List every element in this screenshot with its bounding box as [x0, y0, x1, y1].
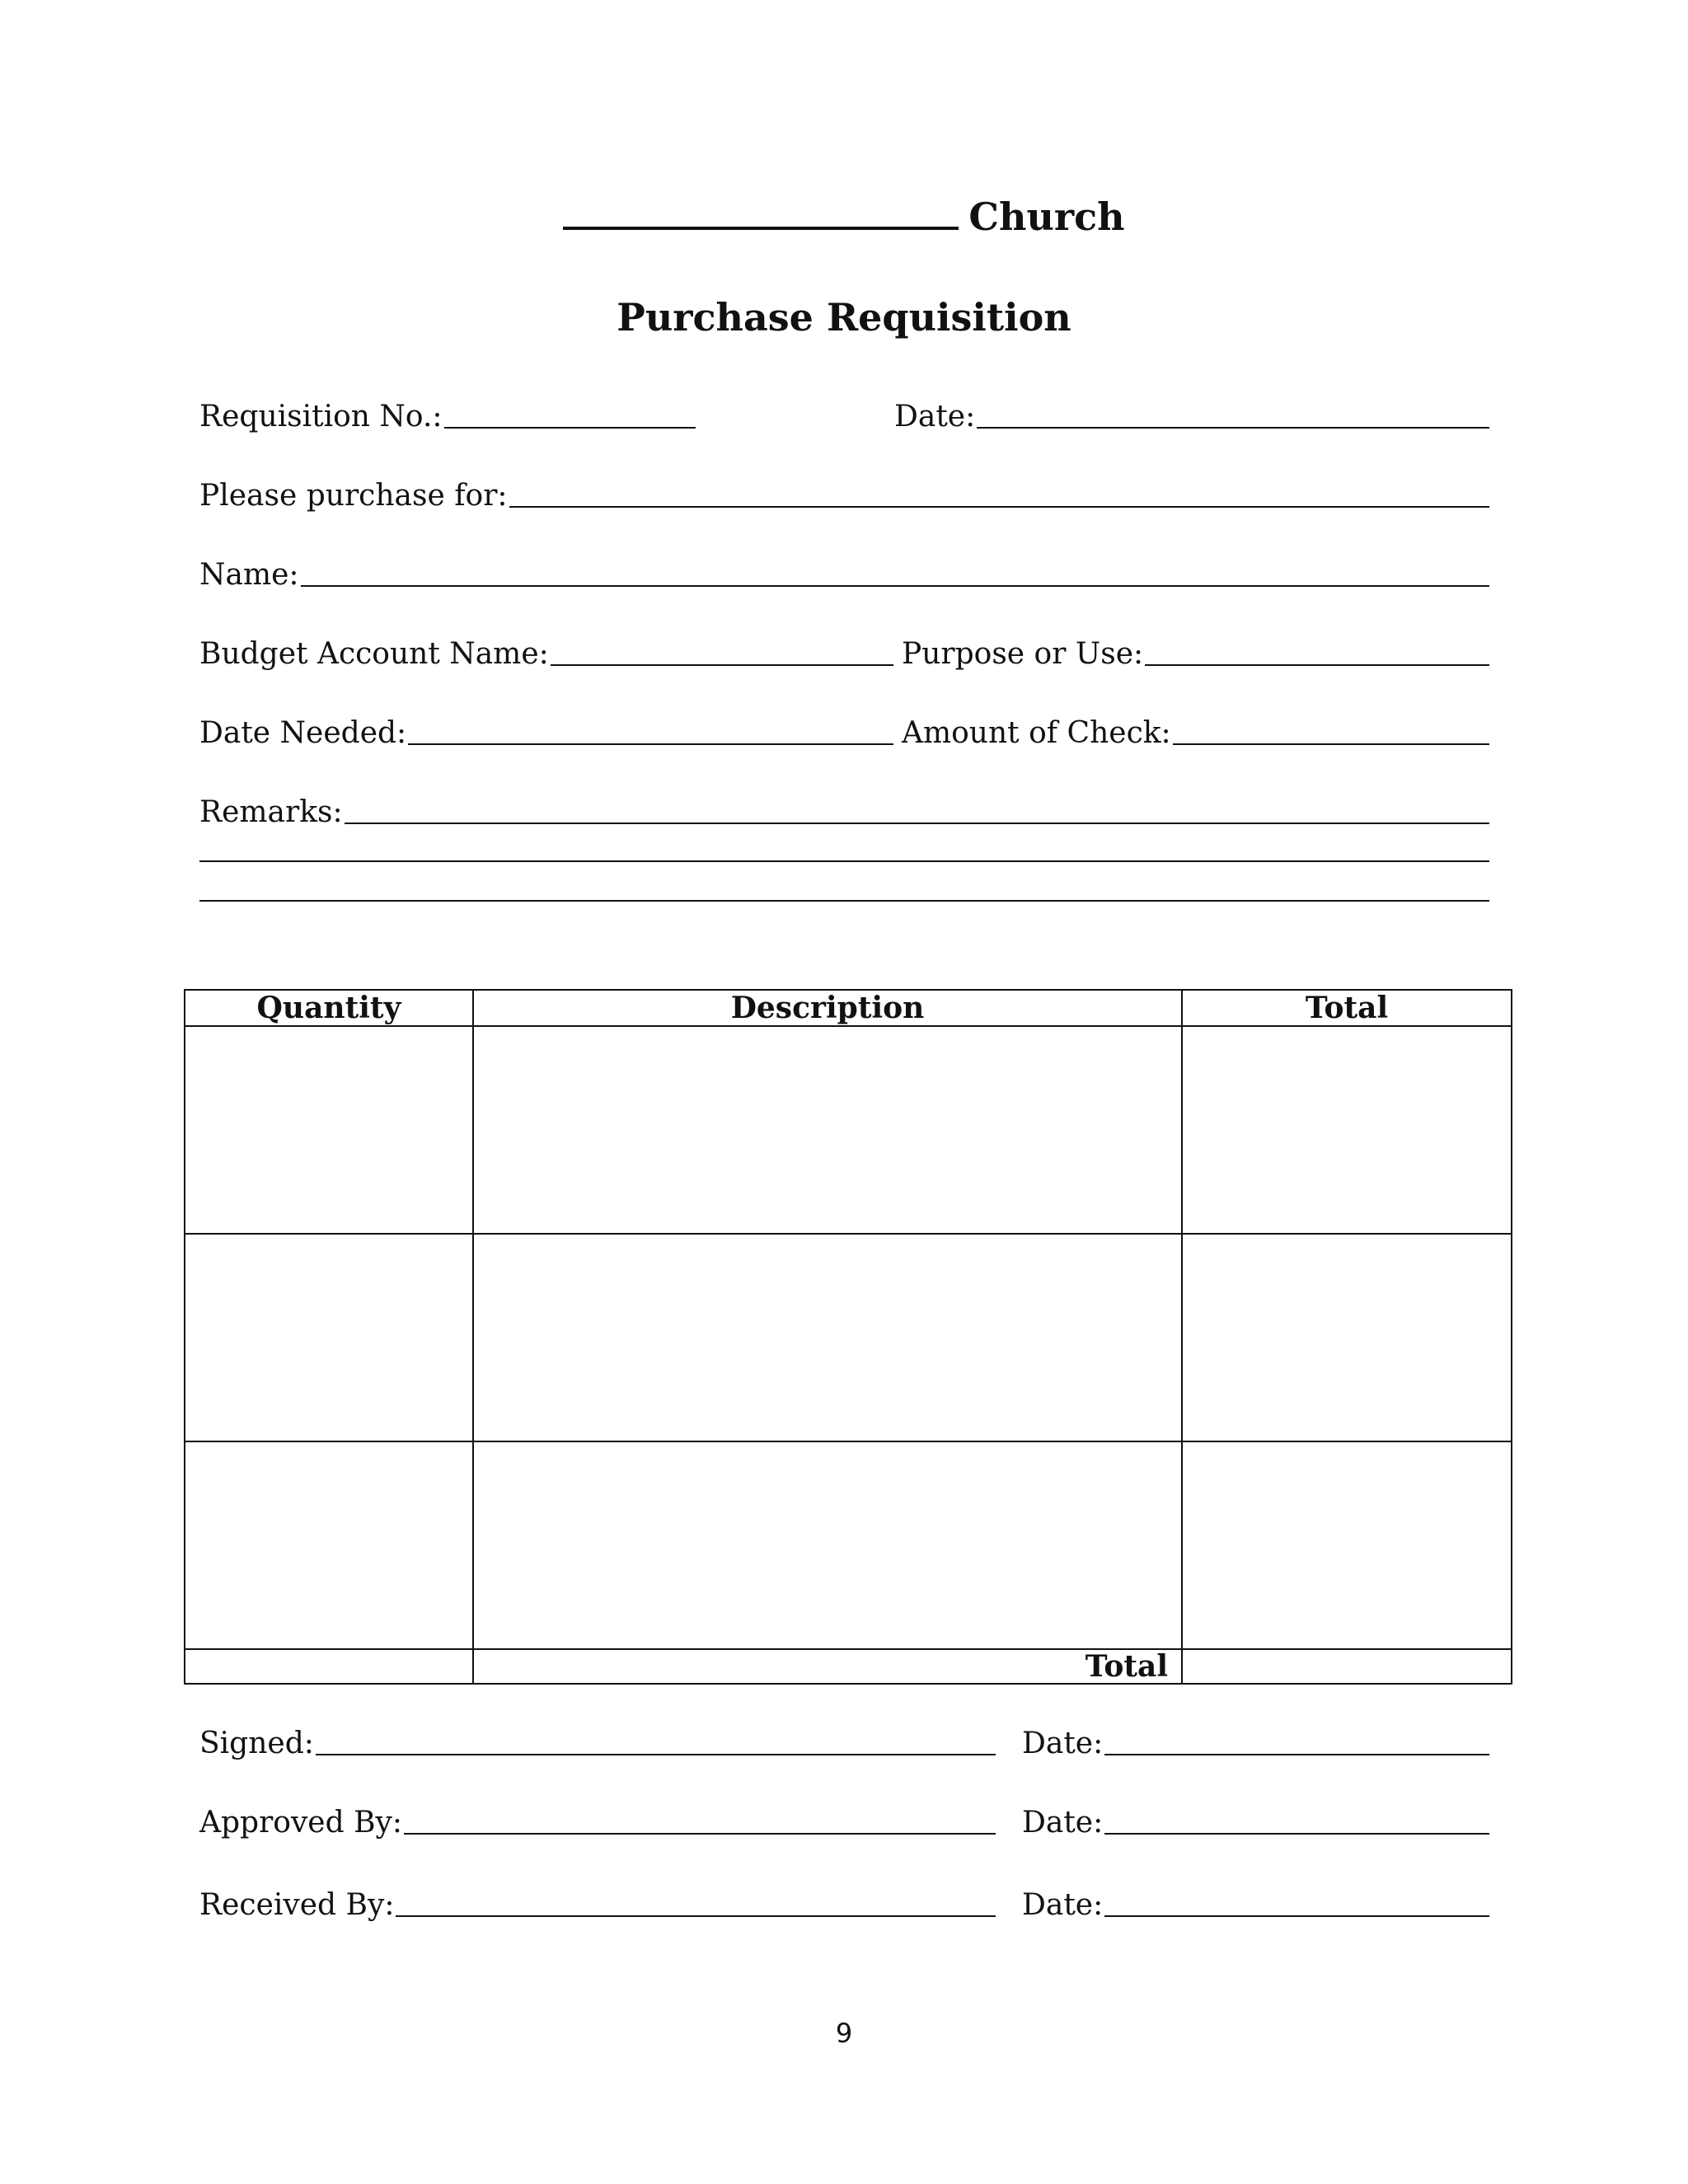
purchase-for-line [509, 505, 1489, 508]
purchase-for-label: Please purchase for: [199, 479, 508, 513]
received-by-field[interactable] [199, 1881, 996, 1922]
budget-account-label: Budget Account Name: [199, 637, 549, 671]
requisition-no-line [444, 426, 696, 429]
received-date-line [1104, 1915, 1489, 1917]
signed-date-field[interactable] [1022, 1719, 1489, 1760]
received-by-line [396, 1915, 996, 1917]
purpose-field[interactable] [902, 630, 1489, 671]
date-needed-label: Date Needed: [199, 716, 407, 750]
received-date-label: Date: [1022, 1888, 1104, 1922]
table-total-row [185, 1649, 1512, 1684]
table-row [185, 1441, 1512, 1649]
requisition-no-label: Requisition No.: [199, 400, 443, 434]
approved-by-field[interactable] [199, 1798, 996, 1840]
amount-check-field[interactable] [902, 709, 1489, 750]
approved-date-field[interactable] [1022, 1798, 1489, 1840]
total-cell[interactable] [1182, 1441, 1512, 1649]
grand-total-cell[interactable] [1182, 1649, 1512, 1684]
signed-label: Signed: [199, 1727, 314, 1760]
items-table [184, 989, 1512, 1685]
remarks-line [345, 822, 1489, 824]
name-label: Name: [199, 558, 299, 592]
total-row-blank [185, 1649, 473, 1684]
table-header-row [185, 990, 1512, 1026]
form-title: Purchase Requisition [617, 295, 1071, 340]
total-cell[interactable] [1182, 1026, 1512, 1234]
received-date-field[interactable] [1022, 1881, 1489, 1922]
date-needed-field[interactable] [199, 709, 893, 750]
quantity-cell[interactable] [185, 1441, 473, 1649]
name-field[interactable] [199, 551, 1489, 592]
quantity-cell[interactable] [185, 1234, 473, 1441]
approved-by-line [404, 1832, 996, 1835]
amount-check-label: Amount of Check: [902, 716, 1171, 750]
header-total: Total [1182, 990, 1512, 1026]
table-row [185, 1234, 1512, 1441]
purpose-label: Purpose or Use: [902, 637, 1144, 671]
signed-line [316, 1753, 996, 1755]
signed-date-line [1104, 1753, 1489, 1755]
total-row-label: Total [473, 1649, 1182, 1684]
description-cell[interactable] [473, 1441, 1182, 1649]
quantity-cell[interactable] [185, 1026, 473, 1234]
description-cell[interactable] [473, 1234, 1182, 1441]
signed-date-label: Date: [1022, 1727, 1104, 1760]
signed-field[interactable] [199, 1719, 996, 1760]
remarks-line-3[interactable] [199, 900, 1489, 902]
approved-date-label: Date: [1022, 1806, 1104, 1840]
church-label: Church [968, 194, 1125, 239]
date-needed-line [408, 743, 893, 745]
purpose-line [1145, 663, 1489, 666]
header-description: Description [473, 990, 1182, 1026]
remarks-line-2[interactable] [199, 860, 1489, 862]
budget-account-field[interactable] [199, 630, 893, 671]
description-cell[interactable] [473, 1026, 1182, 1234]
church-name-blank[interactable] [563, 202, 959, 230]
remarks-field[interactable] [199, 788, 1489, 829]
header-quantity: Quantity [185, 990, 473, 1026]
approved-date-line [1104, 1832, 1489, 1835]
received-by-label: Received By: [199, 1888, 395, 1922]
date-label: Date: [894, 400, 976, 434]
total-cell[interactable] [1182, 1234, 1512, 1441]
budget-account-line [551, 663, 893, 666]
approved-by-label: Approved By: [199, 1806, 403, 1840]
purchase-for-field[interactable] [199, 471, 1489, 513]
church-title [0, 194, 1688, 239]
name-line [301, 584, 1489, 587]
amount-check-line [1173, 743, 1489, 745]
date-field[interactable] [894, 392, 1489, 434]
page-number: 9 [835, 2018, 853, 2049]
table-row [185, 1026, 1512, 1234]
remarks-label: Remarks: [199, 795, 343, 829]
date-line [977, 426, 1489, 429]
requisition-no-field[interactable] [199, 392, 696, 434]
